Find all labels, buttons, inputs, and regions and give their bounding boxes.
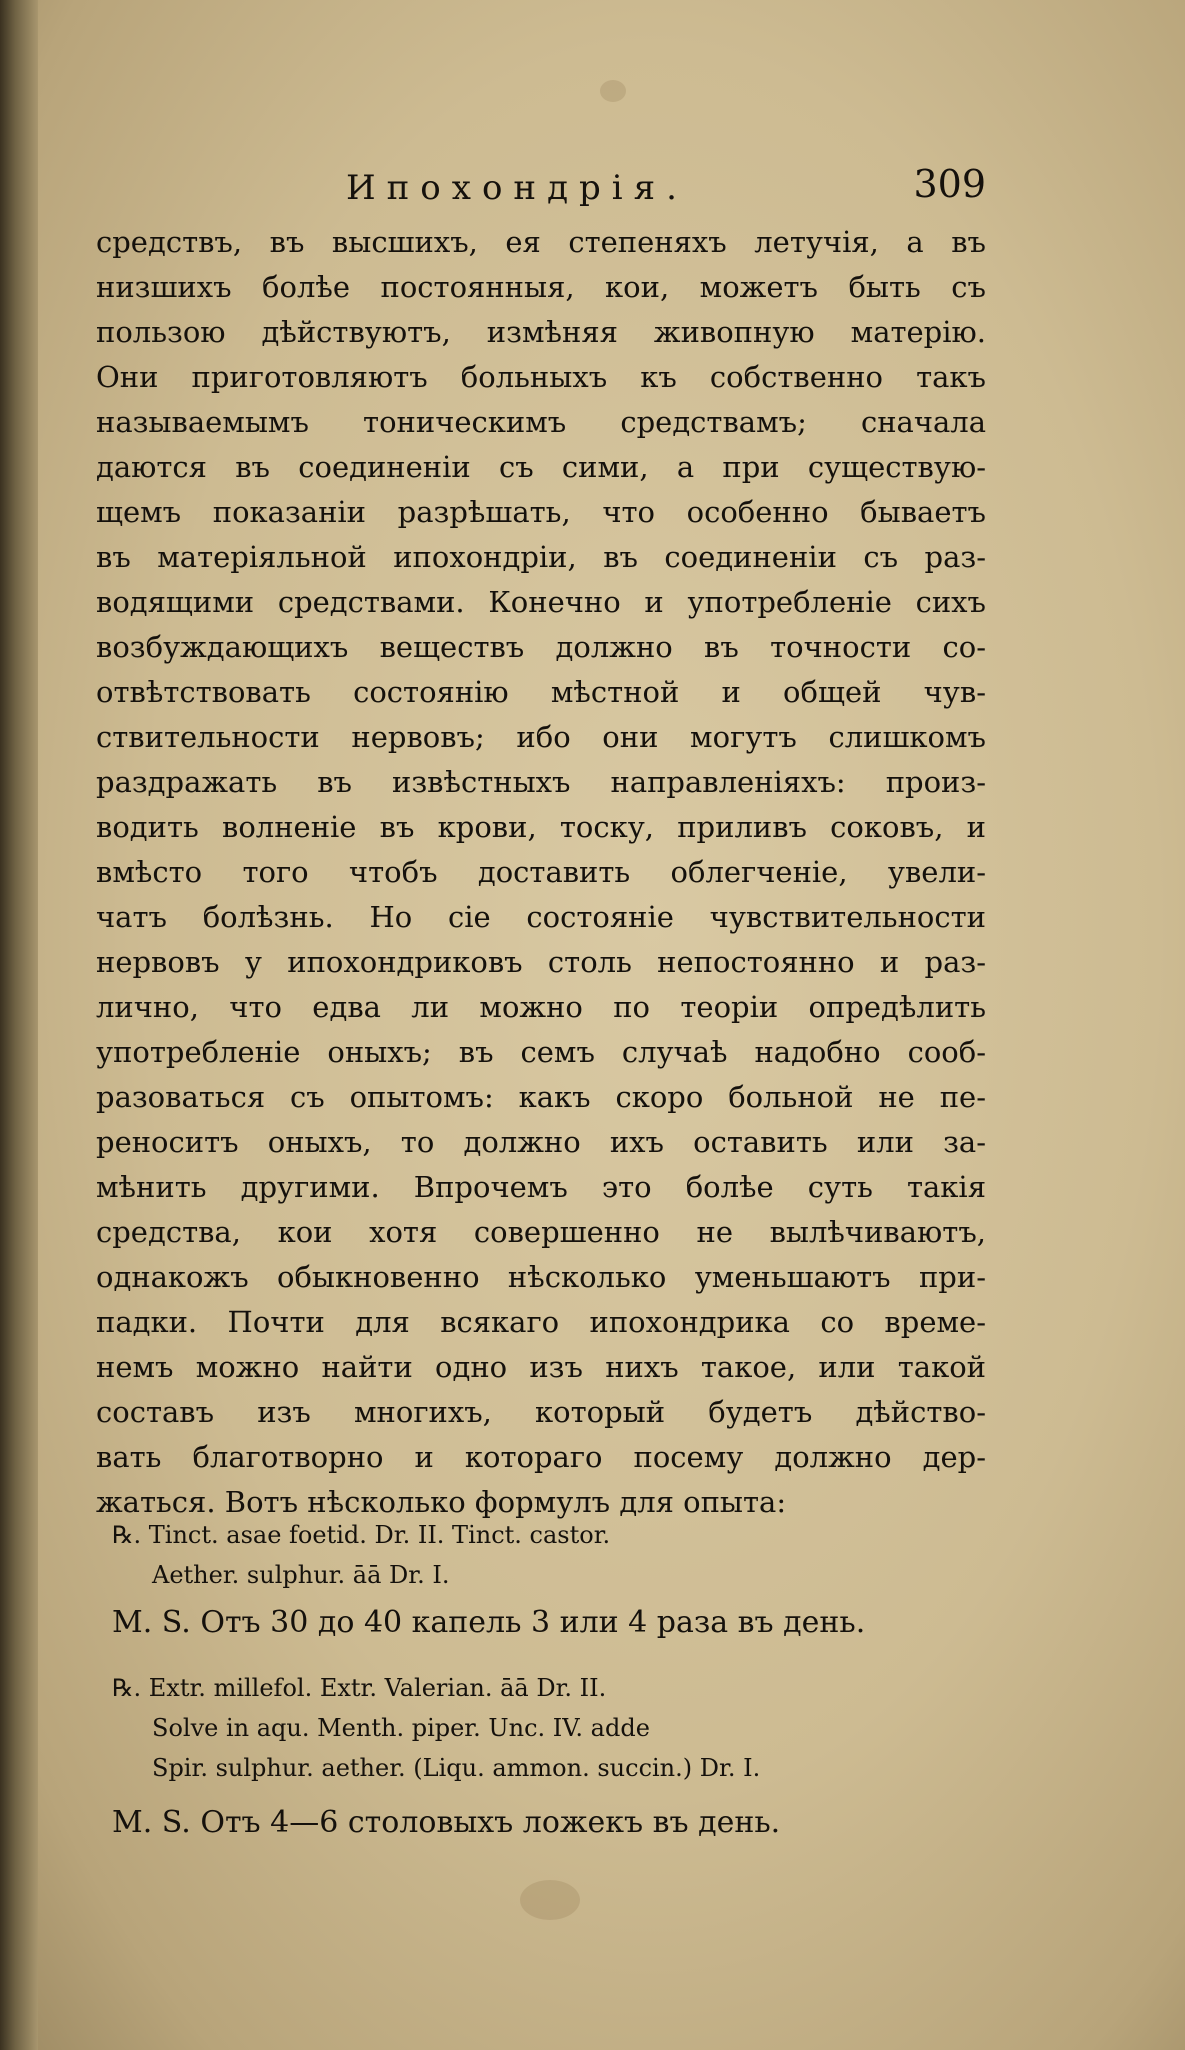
text-line: мѣнить другими. Впрочемъ это болѣе суть такія	[96, 1170, 986, 1204]
recipe-line: Spir. sulphur. aether. (Liqu. ammon. succin.) Dr. I.	[152, 1754, 761, 1782]
text-line: ствительности нервовъ; ибо они могутъ слишкомъ	[96, 720, 986, 754]
recipe-line: Solve in aqu. Menth. piper. Unc. IV. adde	[152, 1714, 650, 1742]
text-line: употребленіе оныхъ; въ семъ случаѣ надобно сооб-	[96, 1035, 986, 1069]
text-line: раздражать въ извѣстныхъ направленіяхъ: произ-	[96, 765, 986, 799]
recipe-line: ℞. Tinct. asae foetid. Dr. II. Tinct. castor.	[112, 1521, 611, 1549]
text-line: составъ изъ многихъ, который будетъ дѣйство-	[96, 1395, 986, 1429]
paper-stain	[600, 80, 626, 102]
text-line: даются въ соединеніи съ сими, а при существую-	[96, 450, 986, 484]
page-number: 309	[913, 162, 986, 206]
page-header	[96, 162, 986, 222]
text-line: щемъ показаніи разрѣшать, что особенно бываетъ	[96, 495, 986, 529]
recipe-1	[112, 1515, 992, 1595]
text-line: возбуждающихъ веществъ должно въ точности со-	[96, 630, 986, 664]
text-line: водящими средствами. Конечно и употребленіе сихъ	[96, 585, 986, 619]
text-line: немъ можно найти одно изъ нихъ такое, или такой	[96, 1350, 986, 1384]
text-line: Они приготовляютъ больныхъ къ собственно такъ	[96, 360, 986, 394]
running-head: Ипохондрія.	[346, 168, 688, 208]
recipe-line: ℞. Extr. millefol. Extr. Valerian. āā Dr. II.	[112, 1674, 607, 1702]
body-text	[96, 220, 986, 1525]
text-line: отвѣтствовать состоянію мѣстной и общей чув-	[96, 675, 986, 709]
recipe-signa: M. S. Отъ 4—6 столовыхъ ложекъ въ день.	[112, 1805, 781, 1840]
text-line: средства, кои хотя совершенно не вылѣчиваютъ,	[96, 1215, 986, 1249]
text-line: однакожъ обыкновенно нѣсколько уменьшаютъ при-	[96, 1260, 986, 1294]
text-line: водить волненіе въ крови, тоску, приливъ соковъ, и	[96, 810, 986, 844]
text-line: разоваться съ опытомъ: какъ скоро больной не пе-	[96, 1080, 986, 1114]
text-line: чатъ болѣзнь. Но сіе состояніе чувствительности	[96, 900, 986, 934]
recipe-line: Aether. sulphur. āā Dr. I.	[152, 1561, 450, 1589]
text-line: средствъ, въ высшихъ, ея степеняхъ летучія, а въ	[96, 225, 986, 259]
text-line: называемымъ тоническимъ средствамъ; сначала	[96, 405, 986, 439]
text-line: пользою дѣйствуютъ, измѣняя живопную матерію.	[96, 315, 986, 349]
text-line: вать благотворно и котораго посему должно дер-	[96, 1440, 986, 1474]
book-spine-shadow	[0, 0, 38, 2050]
text-line: низшихъ болѣе постоянныя, кои, можетъ быть съ	[96, 270, 986, 304]
text-line: въ матеріяльной ипохондріи, въ соединеніи съ раз-	[96, 540, 986, 574]
text-line: реноситъ оныхъ, то должно ихъ оставить или за-	[96, 1125, 986, 1159]
text-line: нервовъ у ипохондриковъ столь непостоянно и раз-	[96, 945, 986, 979]
text-line: вмѣсто того чтобъ доставить облегченіе, увели-	[96, 855, 986, 889]
text-line: жаться. Вотъ нѣсколько формулъ для опыта:	[96, 1485, 787, 1519]
paper-stain	[520, 1880, 580, 1920]
text-line: падки. Почти для всякаго ипохондрика со време-	[96, 1305, 986, 1339]
recipe-signa: M. S. Отъ 30 до 40 капель 3 или 4 раза въ день.	[112, 1605, 866, 1640]
text-line: лично, что едва ли можно по теоріи опредѣлить	[96, 990, 986, 1024]
recipe-2	[112, 1668, 992, 1788]
